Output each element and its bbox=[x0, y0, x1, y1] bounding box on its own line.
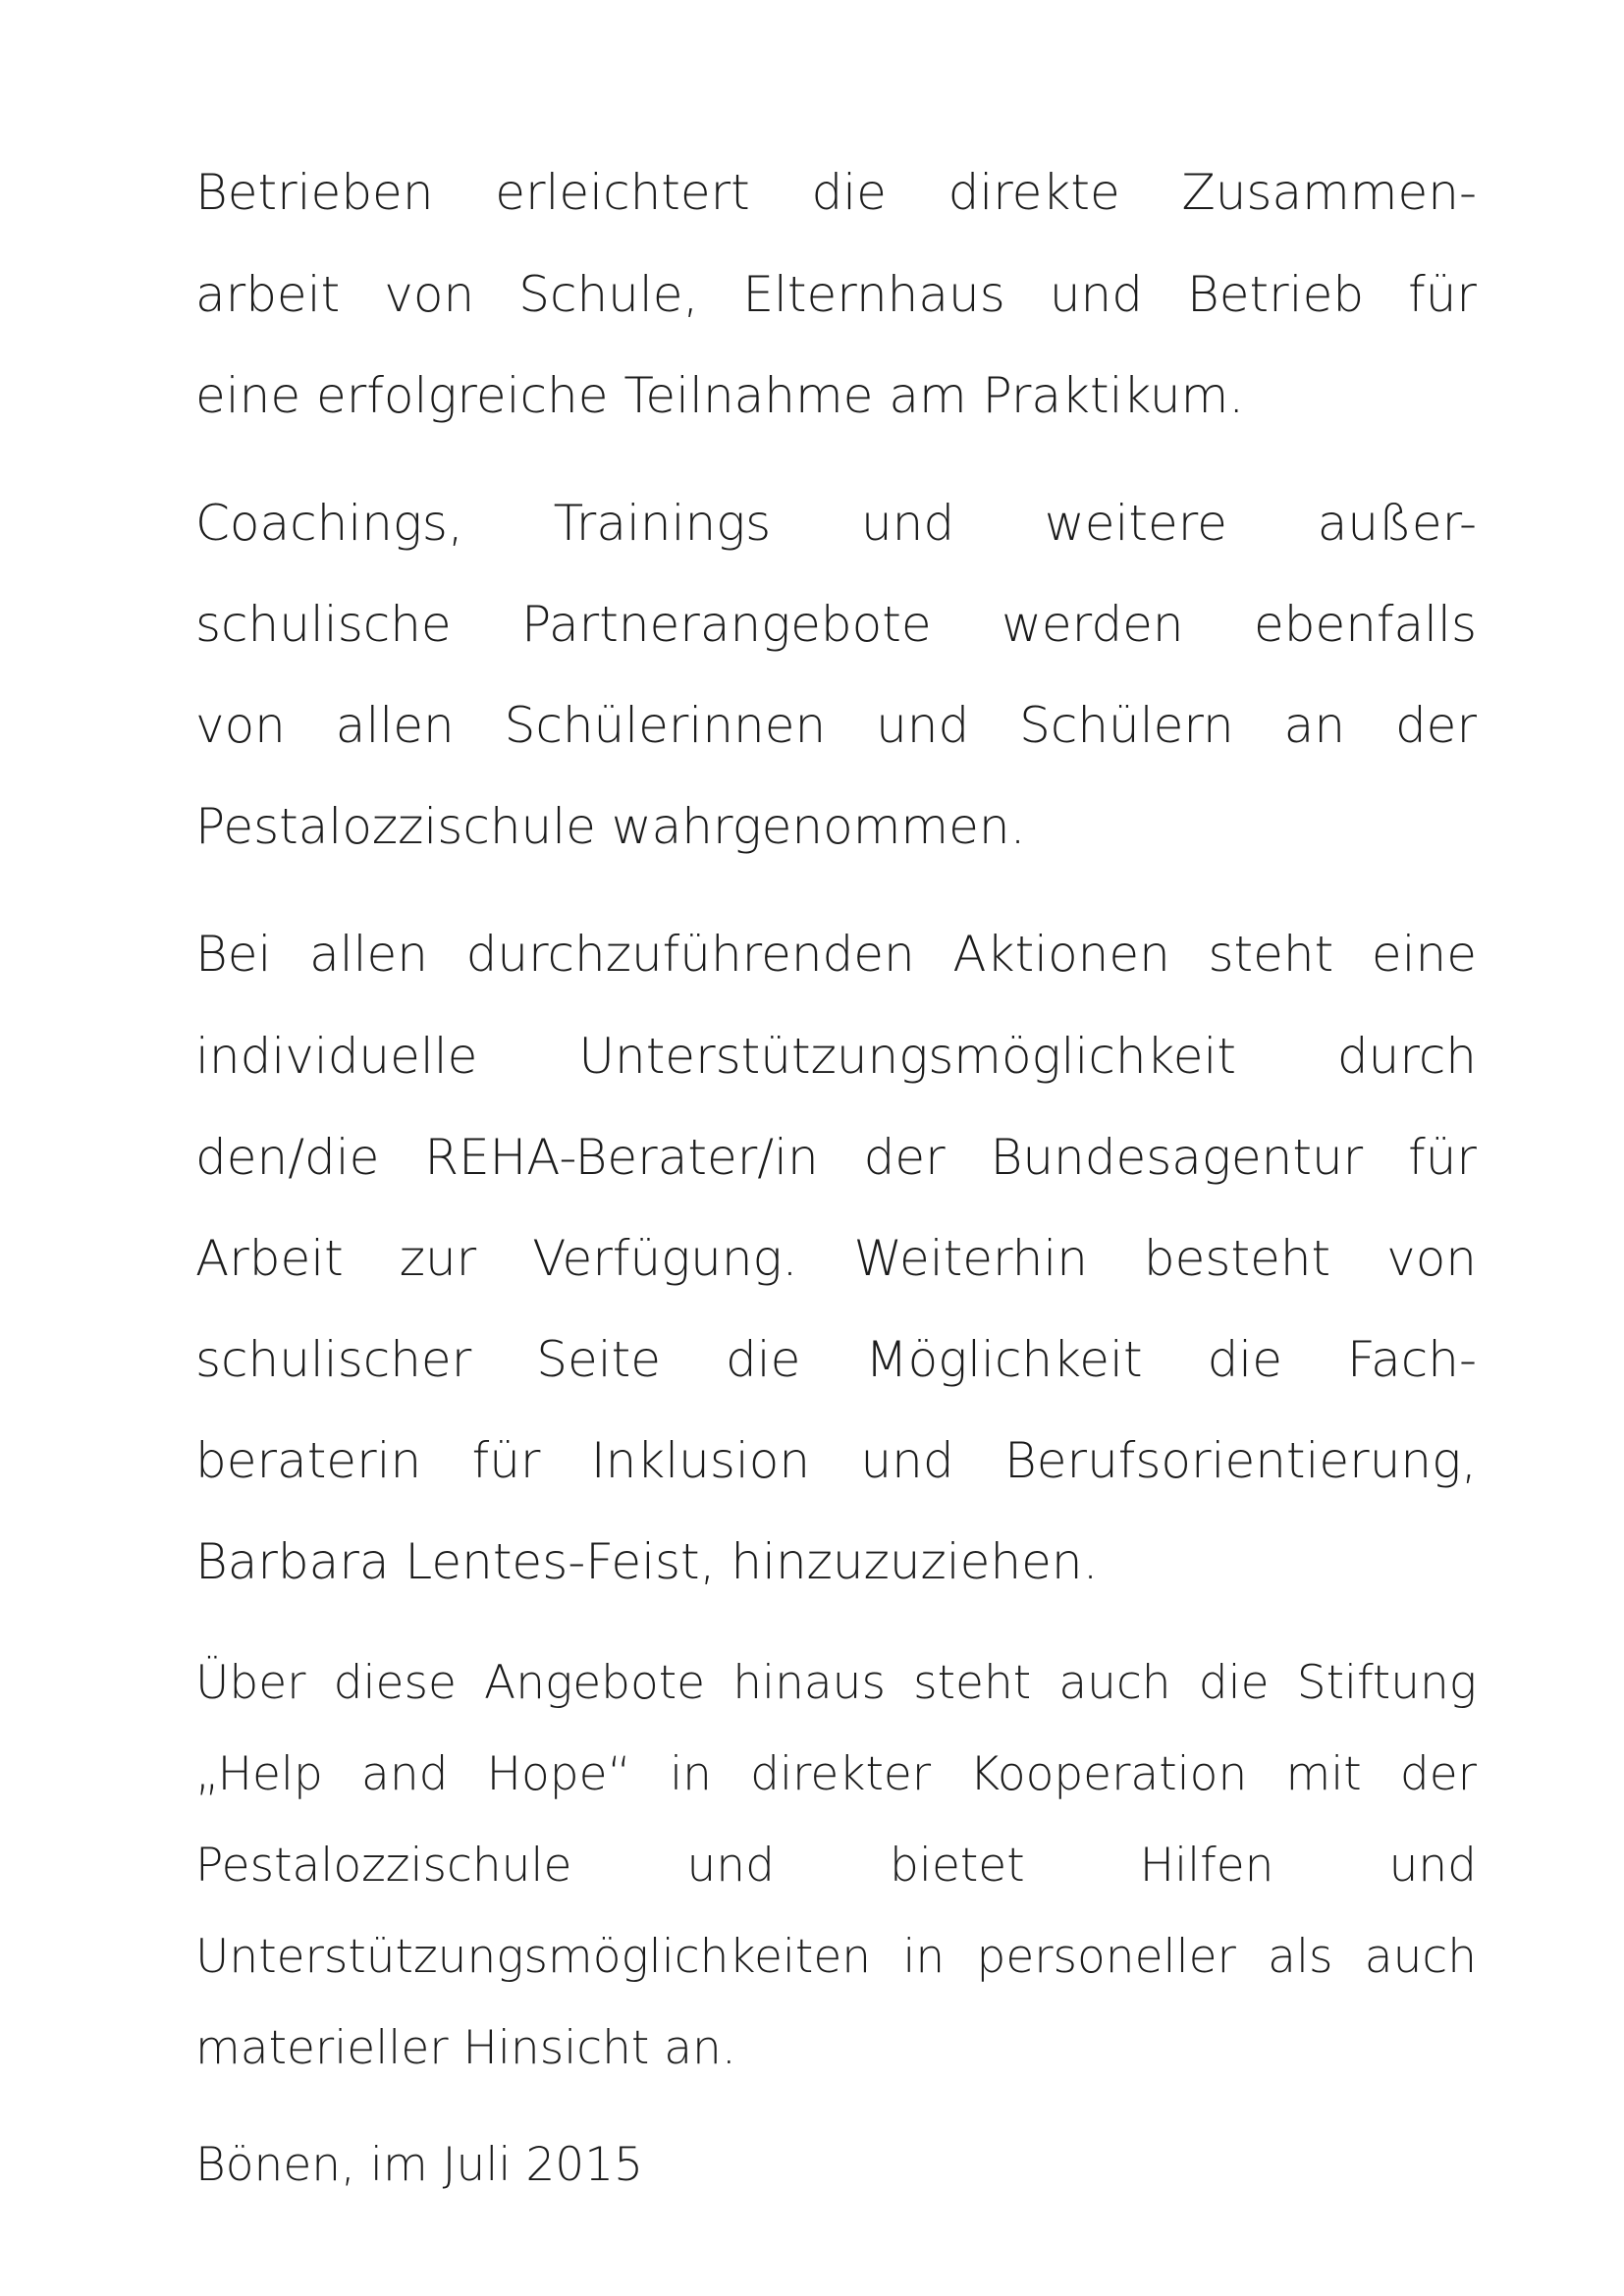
paragraph-line: Unterstützungsmöglichkeiten in personeller als auch bbox=[195, 1930, 1477, 1984]
paragraph-line: materieller Hinsicht an. bbox=[195, 2021, 736, 2075]
paragraph-line: schulische Partnerangebote werden ebenfalls bbox=[195, 596, 1477, 653]
paragraph-line: den/die REHA-Berater/in der Bundesagentur für bbox=[195, 1129, 1477, 1186]
paragraph-line: „Help and Hope“ in direkter Kooperation mit der bbox=[195, 1747, 1477, 1801]
paragraph-line: schulischer Seite die Möglichkeit die Fach- bbox=[195, 1331, 1477, 1388]
paragraph-line: beraterin für Inklusion und Berufsorientierung, bbox=[195, 1432, 1477, 1489]
paragraph-line: Barbara Lentes-Feist, hinzuzuziehen. bbox=[195, 1533, 1099, 1590]
paragraph-line: Coachings, Trainings und weitere außer- bbox=[195, 495, 1477, 552]
closing-place-date: Bönen, im Juli 2015 bbox=[195, 2138, 644, 2192]
paragraph-line: Betrieben erleichtert die direkte Zusammen- bbox=[195, 164, 1477, 221]
paragraph-line: Arbeit zur Verfügung. Weiterhin besteht von bbox=[195, 1230, 1477, 1287]
paragraph-line: Pestalozzischule und bietet Hilfen und bbox=[195, 1839, 1477, 1893]
paragraph-line: Pestalozzischule wahrgenommen. bbox=[195, 798, 1026, 855]
paragraph-line: individuelle Unterstützungsmöglichkeit durch bbox=[195, 1028, 1477, 1085]
paragraph-line: Bei allen durchzuführenden Aktionen steht eine bbox=[195, 926, 1477, 983]
paragraph-line: arbeit von Schule, Elternhaus und Betrieb für bbox=[195, 266, 1477, 323]
paragraph-line: von allen Schülerinnen und Schülern an der bbox=[195, 697, 1477, 754]
paragraph-line: eine erfolgreiche Teilnahme am Praktikum. bbox=[195, 367, 1245, 424]
paragraph-line: Über diese Angebote hinaus steht auch die Stiftung bbox=[195, 1656, 1477, 1710]
